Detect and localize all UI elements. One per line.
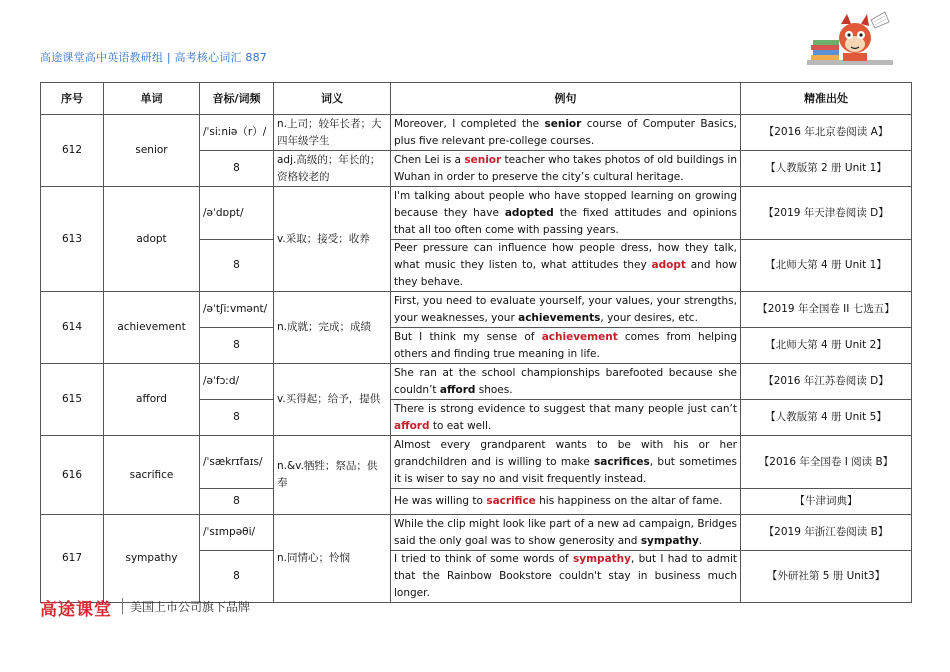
entry-source: 【人教版第 4 册 Unit 5】 [741, 400, 912, 436]
entry-frequency: 8 [200, 551, 274, 603]
table-row [41, 515, 912, 551]
entry-meaning: n.&v.牺牲；祭品；供奉 [274, 436, 391, 515]
entry-source: 【2016 年北京卷阅读 A】 [741, 115, 912, 151]
entry-frequency: 8 [200, 240, 274, 292]
entry-number: 613 [41, 187, 104, 292]
example-text: But I think my sense of [394, 330, 542, 343]
entry-frequency: 8 [200, 489, 274, 515]
example-text: , your desires, etc. [600, 311, 698, 324]
entry-example [391, 151, 741, 187]
vocabulary-table [40, 82, 912, 603]
example-keyword: adopted [504, 206, 554, 219]
entry-example [391, 328, 741, 364]
example-keyword: achievement [541, 330, 618, 343]
entry-source: 【北师大第 4 册 Unit 1】 [741, 240, 912, 292]
example-text: Moreover, I completed the [394, 117, 545, 130]
example-text: She ran at the school championships barefooted because she couldn’t [394, 366, 737, 396]
entry-meaning: v.买得起；给予，提供 [274, 364, 391, 436]
example-keyword: achievements [518, 311, 601, 324]
example-text: the fixed attitudes and opinions that all too often come with passing years. [394, 206, 738, 236]
example-keyword: sympathy [640, 534, 699, 547]
entry-example [391, 240, 741, 292]
entry-word: achievement [104, 292, 200, 364]
column-header-meaning: 词义 [274, 83, 391, 115]
example-text: course of Computer Basics, plus five relevant pre-college courses. [394, 117, 738, 147]
example-text: There is strong evidence to suggest that many people just can’t [394, 402, 737, 415]
entry-phonetic: /əˈtʃiːvmənt/ [200, 292, 274, 328]
entry-number: 615 [41, 364, 104, 436]
entry-frequency: 8 [200, 151, 274, 187]
column-header-phonetic: 音标/词频 [200, 83, 274, 115]
entry-phonetic: /ˈsiːniə（r）/ [200, 115, 274, 151]
entry-example [391, 436, 741, 489]
entry-meaning: adj.高级的；年长的；资格较老的 [274, 151, 391, 187]
example-text: comes from helping others and finding true meaning in life. [394, 330, 737, 360]
entry-source: 【2016 年全国卷 I 阅读 B】 [741, 436, 912, 489]
entry-source: 【2016 年江苏卷阅读 D】 [741, 364, 912, 400]
example-text: I tried to think of some words of [394, 553, 574, 565]
entry-number: 614 [41, 292, 104, 364]
entry-example [391, 115, 741, 151]
entry-word: afford [104, 364, 200, 436]
example-text: He was willing to [394, 495, 487, 507]
brand-logo: 高途课堂 [40, 600, 112, 620]
example-text: his happiness on the altar of fame. [535, 495, 723, 507]
example-keyword: adopt [651, 259, 686, 271]
page-header-title: 高途课堂高中英语教研组 | 高考核心词汇 887 [40, 51, 267, 64]
entry-number: 612 [41, 115, 104, 187]
example-keyword: afford [439, 383, 476, 396]
entry-source: 【2019 年全国卷 II 七选五】 [741, 292, 912, 328]
entry-word: senior [104, 115, 200, 187]
table-row [41, 436, 912, 489]
entry-example [391, 489, 741, 515]
example-text: shoes. [475, 383, 513, 396]
entry-example [391, 292, 741, 328]
brand-tagline: 美国上市公司旗下品牌 [130, 600, 251, 614]
table-header-row [41, 83, 912, 115]
example-keyword: sympathy [573, 553, 631, 565]
example-keyword: sacrifices [594, 455, 650, 468]
example-text: and how they behave. [394, 259, 737, 288]
table-row [41, 364, 912, 400]
example-text: . [698, 534, 703, 547]
entry-source: 【外研社第 5 册 Unit3】 [741, 551, 912, 603]
example-text: Almost every grandparent wants to be with his or her grandchildren and is willing to make [394, 438, 737, 468]
example-text: First, you need to evaluate yourself, your values, your strengths, your weaknesses, your [394, 294, 737, 324]
example-keyword: senior [464, 153, 502, 166]
example-text: While the clip might look like part of a new ad campaign, Bridges said the only goal was to show generosity and [394, 517, 738, 547]
entry-phonetic: /ˈsɪmpəθi/ [200, 515, 274, 551]
mascot-illustration [805, 10, 895, 72]
entry-word: sacrifice [104, 436, 200, 515]
entry-example [391, 187, 741, 240]
entry-word: adopt [104, 187, 200, 292]
entry-meaning: v.采取；接受；收养 [274, 187, 391, 292]
example-keyword: senior [544, 117, 582, 130]
entry-example [391, 364, 741, 400]
entry-phonetic: /əˈdɒpt/ [200, 187, 274, 240]
entry-meaning: n.上司；较年长者；大四年级学生 [274, 115, 391, 151]
entry-example [391, 551, 741, 603]
example-text: teacher who takes photos of old buildings in Wuhan in order to preserve the city’s cultural heritage. [394, 153, 737, 183]
column-header-example: 例句 [391, 83, 741, 115]
example-text: I'm talking about people who have stopped learning on growing because they have [394, 189, 737, 219]
entry-word: sympathy [104, 515, 200, 603]
entry-frequency: 8 [200, 328, 274, 364]
entry-example [391, 400, 741, 436]
entry-number: 616 [41, 436, 104, 515]
table-row [41, 187, 912, 240]
column-header-source: 精准出处 [741, 83, 912, 115]
footer-divider [122, 598, 123, 614]
table-row [41, 115, 912, 151]
example-text: to eat well. [429, 419, 492, 432]
entry-source: 【牛津词典】 [741, 489, 912, 515]
entry-source: 【人教版第 2 册 Unit 1】 [741, 151, 912, 187]
entry-source: 【北师大第 4 册 Unit 2】 [741, 328, 912, 364]
entry-example [391, 515, 741, 551]
example-text: , but I had to admit that the Rainbow Bookstore couldn't stay in business much longer. [394, 553, 738, 599]
entry-number: 617 [41, 515, 104, 603]
entry-meaning: n.同情心；怜悯 [274, 515, 391, 603]
example-text: , but sometimes it is wiser to say no and visit frequently instead. [394, 455, 737, 485]
entry-source: 【2019 年浙江卷阅读 B】 [741, 515, 912, 551]
example-text: Peer pressure can influence how people dress, how they talk, what music they listen to, what attitudes they [394, 242, 737, 271]
table-row [41, 292, 912, 328]
entry-source: 【2019 年天津卷阅读 D】 [741, 187, 912, 240]
entry-meaning: n.成就；完成；成绩 [274, 292, 391, 364]
example-text: Chen Lei is a [394, 153, 465, 166]
entry-phonetic: /əˈfɔːd/ [200, 364, 274, 400]
column-header-no: 序号 [41, 83, 104, 115]
entry-phonetic: /ˈsækrɪfaɪs/ [200, 436, 274, 489]
example-keyword: afford [394, 419, 430, 432]
example-keyword: sacrifice [486, 495, 536, 507]
entry-frequency: 8 [200, 400, 274, 436]
column-header-word: 单词 [104, 83, 200, 115]
